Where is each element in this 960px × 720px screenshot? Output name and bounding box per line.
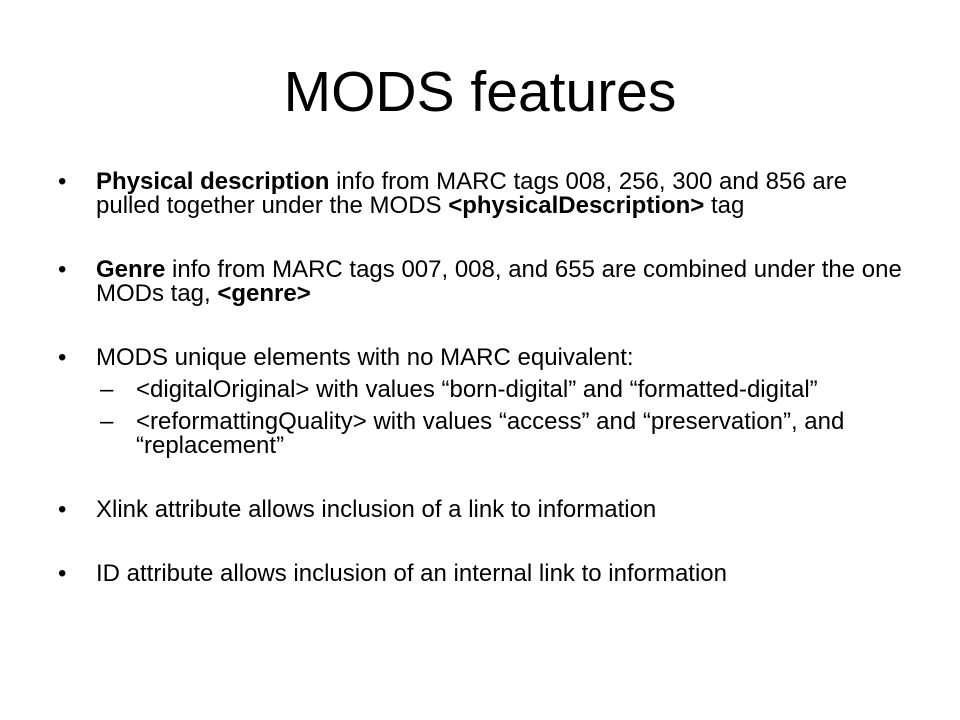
- slide-title: MODS features: [283, 60, 677, 124]
- bullet-marker: •: [58, 560, 67, 587]
- bullet-genre: [56, 258, 906, 306]
- subitem-text: <digitalOriginal> with values “born-digital” and “formatted-digital”: [136, 376, 818, 403]
- bullet-keyword: Physical description: [96, 168, 330, 195]
- bullet-marker: •: [58, 344, 67, 371]
- slide-body: [56, 170, 906, 586]
- bullet-text: MODS unique elements with no MARC equivalent:: [96, 344, 634, 371]
- bullet-text: ID attribute allows inclusion of an internal link to information: [96, 560, 727, 587]
- bullet-text: info from MARC tags 008, 256, 300 and 856 are pulled together under the MODS: [96, 168, 848, 219]
- bullet-id-attribute: [56, 562, 906, 586]
- bullet-text: info from MARC tags 007, 008, and 655 are combined under the one MODs tag,: [96, 256, 902, 307]
- tag-name: <physicalDescription>: [448, 192, 705, 219]
- subitem-text: <reformattingQuality> with values “access” and “preservation”, and “replacement”: [136, 408, 845, 459]
- bullet-mods-unique-elements: [56, 346, 906, 370]
- bullet-text: tag: [704, 192, 745, 219]
- bullet-physical-description: [56, 170, 906, 218]
- bullet-marker: •: [58, 256, 67, 283]
- sub-marker: –: [100, 376, 114, 403]
- bullet-marker: •: [58, 168, 67, 195]
- bullet-xlink-attribute: [56, 498, 906, 522]
- bullet-marker: •: [58, 496, 67, 523]
- bullet-keyword: Genre: [96, 256, 166, 283]
- bullet-text: Xlink attribute allows inclusion of a link to information: [96, 496, 657, 523]
- sub-marker: –: [100, 408, 114, 435]
- subitem-reformatting-quality: [56, 410, 906, 458]
- tag-name: <genre>: [217, 280, 311, 307]
- subitem-digital-original: [56, 378, 906, 402]
